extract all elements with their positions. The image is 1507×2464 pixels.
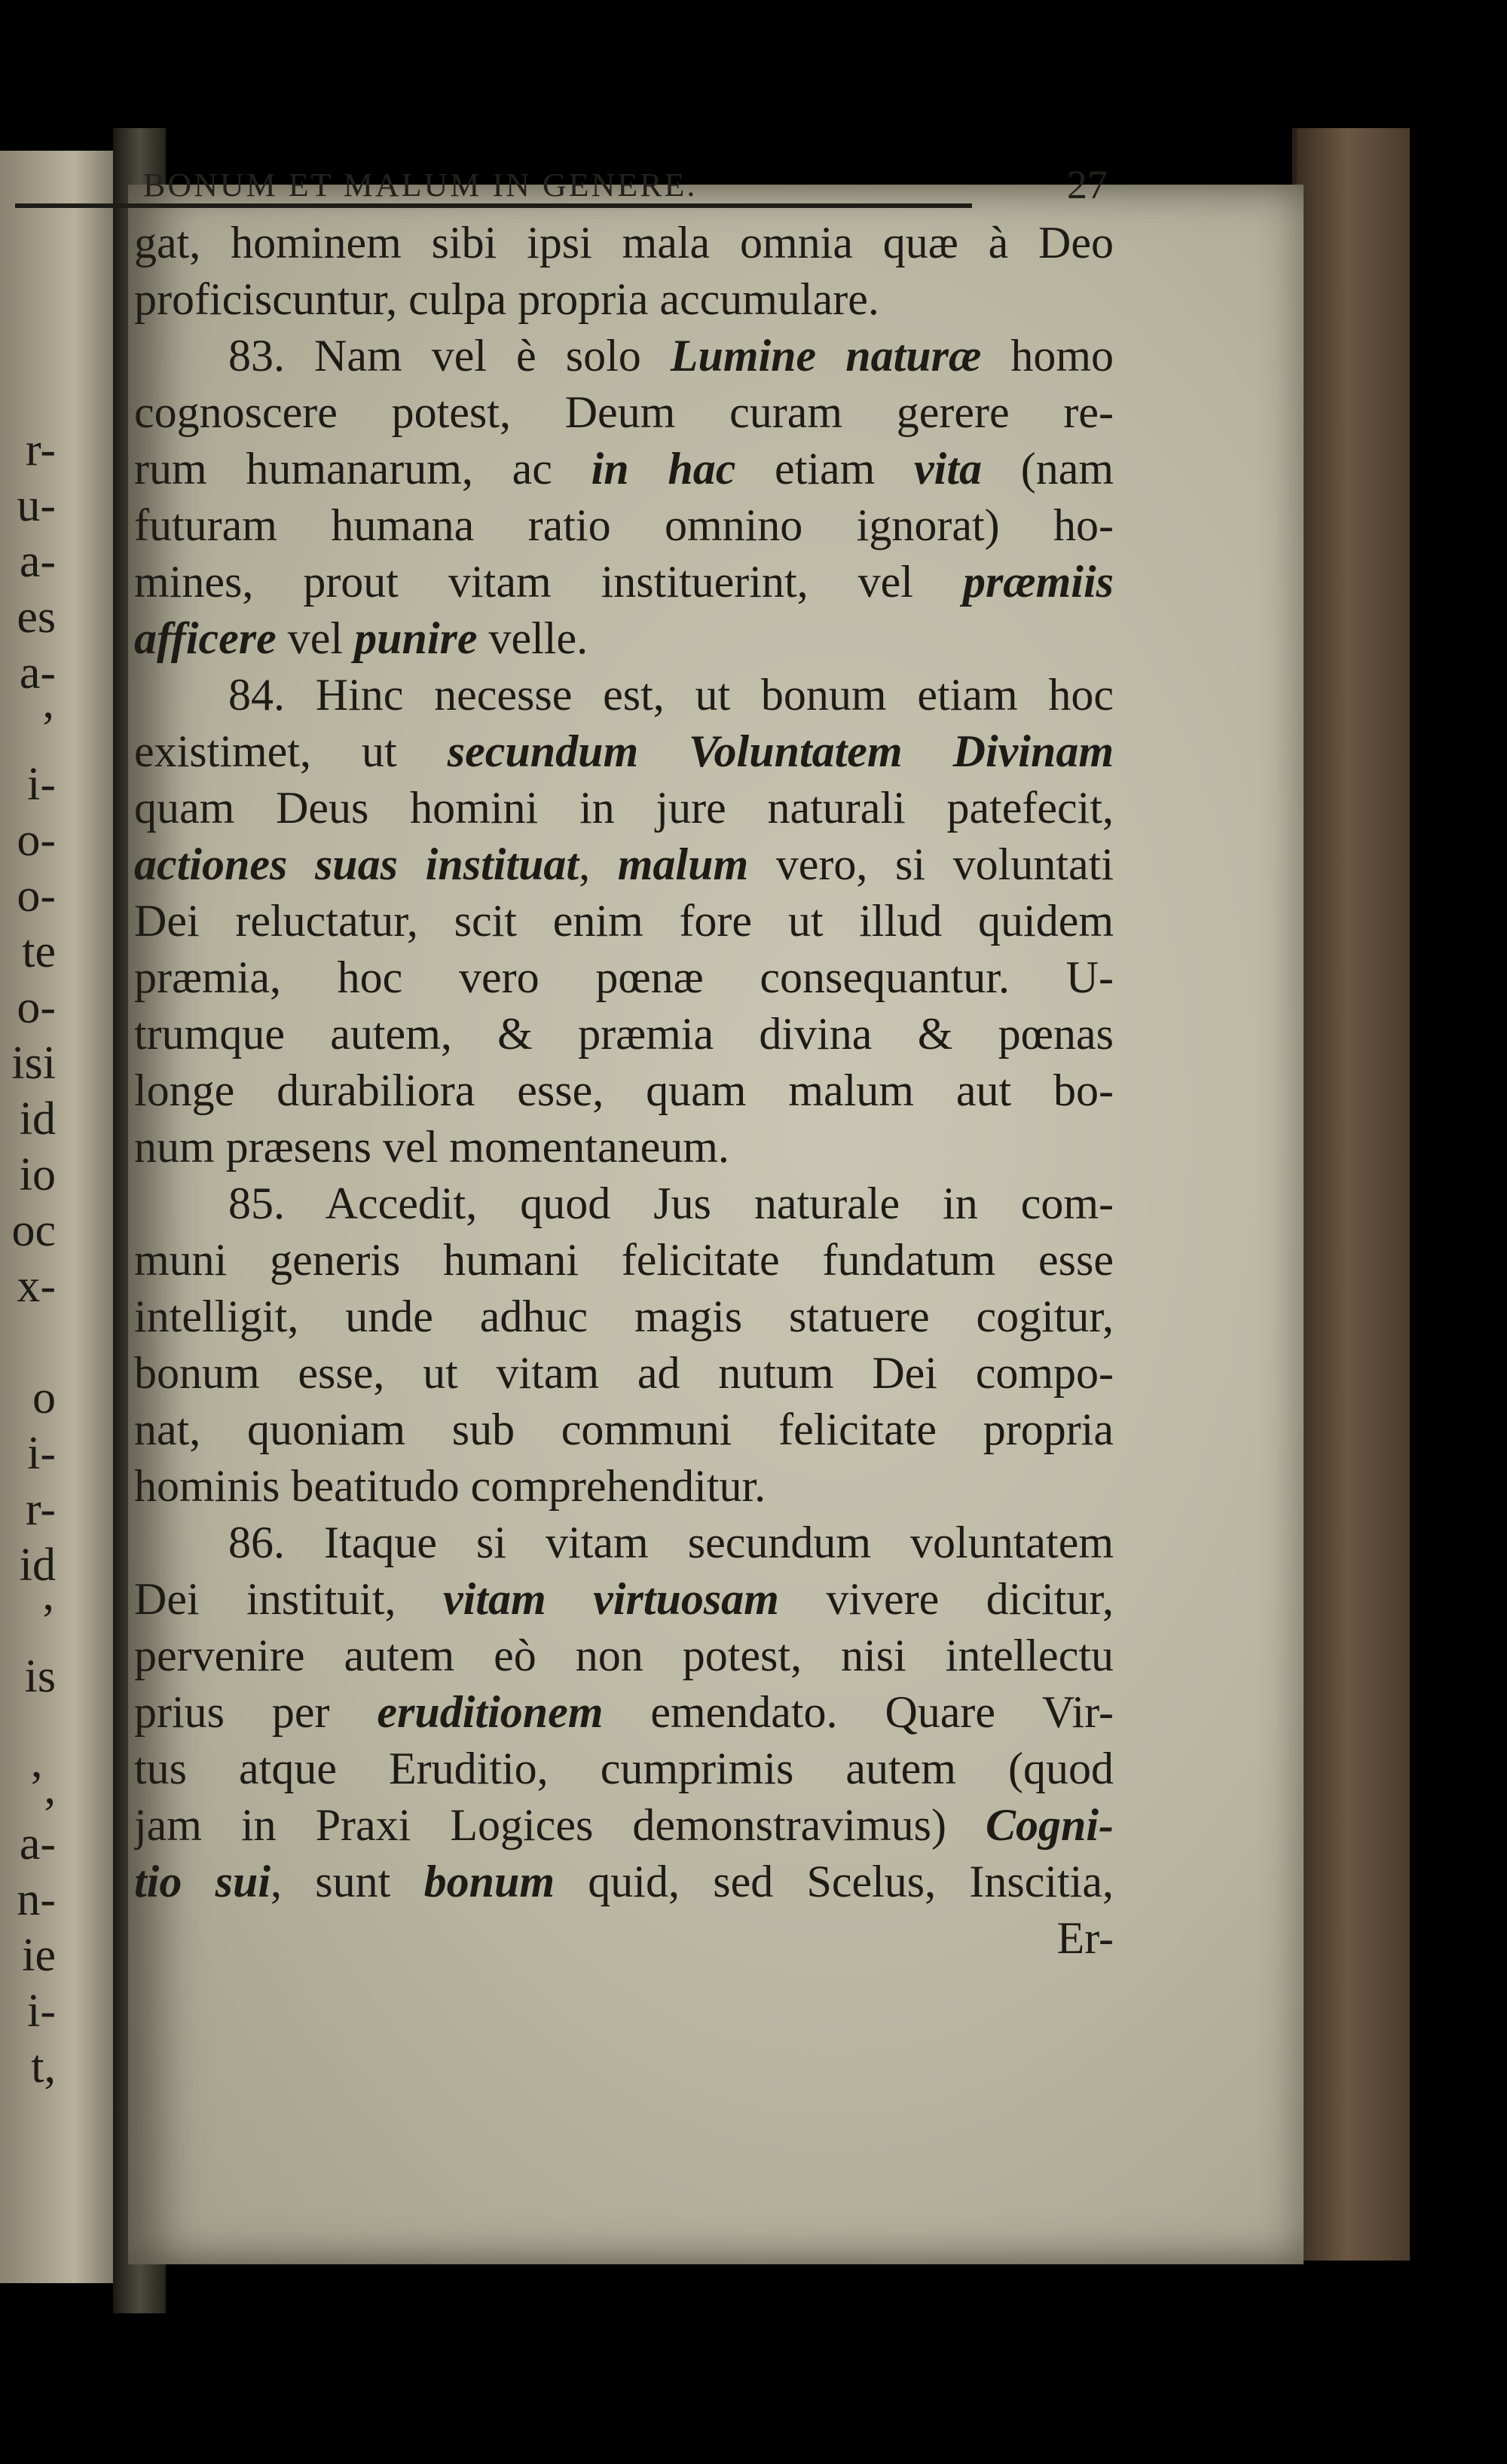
text-run: prius per (134, 1687, 378, 1737)
text-line (134, 328, 1114, 384)
text-run: 83. Nam vel è solo (228, 331, 671, 381)
left-margin-fragment: is (24, 1651, 56, 1702)
left-margin-fragment: ’ (40, 1595, 56, 1646)
text-run: , (579, 839, 618, 889)
text-run: velle. (477, 613, 588, 663)
italic-text: tio sui (134, 1857, 271, 1906)
left-margin-fragment: i- (27, 759, 56, 810)
left-margin-fragment: es (17, 592, 56, 643)
text-line (134, 1062, 1114, 1119)
text-line (134, 1797, 1114, 1854)
italic-text: afficere (134, 613, 277, 663)
text-line (134, 836, 1114, 893)
text-run: longe durabiliora esse, quam malum aut bo- (134, 1065, 1114, 1115)
left-margin-fragment (0, 1314, 56, 1370)
text-run: jam in Praxi Logices demonstravimus) (134, 1800, 986, 1850)
text-run: præmia, hoc vero pœnæ consequantur. U- (134, 952, 1114, 1002)
text-line (134, 667, 1114, 723)
italic-text: actiones suas instituat (134, 839, 579, 889)
left-margin-fragment: o- (17, 982, 56, 1033)
text-run: 85. Accedit, quod Jus naturale in com- (228, 1179, 1114, 1228)
text-line (134, 1684, 1114, 1741)
text-run: mines, prout vitam instituerint, vel (134, 557, 963, 607)
text-line (134, 1402, 1114, 1458)
text-run: existimet, ut (134, 726, 448, 776)
text-line (134, 1515, 1114, 1571)
text-run: bonum esse, ut vitam ad nutum Dei compo- (134, 1348, 1114, 1398)
text-run: (nam (982, 444, 1114, 494)
italic-text: bonum (423, 1857, 555, 1906)
running-head (143, 162, 1108, 219)
left-margin-fragment: a- (19, 1818, 56, 1869)
italic-text: punire (354, 613, 478, 663)
left-margin-fragment: t, (31, 2041, 56, 2093)
text-run: proficiscuntur, culpa propria accumulare. (134, 274, 879, 324)
left-margin-fragment: r- (25, 1484, 56, 1535)
running-head-title: BONUM ET MALUM IN GENERE. (143, 167, 698, 203)
text-run: Dei instituit, (134, 1574, 443, 1624)
left-margin-fragment: o- (17, 870, 56, 922)
text-run: gat, hominem sibi ipsi mala omnia quæ à Deo (134, 218, 1114, 267)
left-margin-fragment: u- (17, 480, 56, 531)
text-line (134, 554, 1114, 610)
left-margin-fragment: a- (19, 647, 56, 699)
text-line (134, 215, 1114, 271)
text-run: vel (276, 613, 355, 663)
text-run: trumque autem, & præmia divina & pœnas (134, 1009, 1114, 1059)
text-line (134, 271, 1114, 328)
text-run: emendato. Quare Vir- (603, 1687, 1114, 1737)
text-line (134, 384, 1114, 441)
text-run: , sunt (271, 1857, 424, 1906)
left-margin-fragment: oc (11, 1205, 56, 1256)
text-line (134, 1628, 1114, 1684)
text-line (134, 1175, 1114, 1232)
text-run: etiam (735, 444, 915, 494)
left-margin-fragment: isi (11, 1038, 56, 1089)
left-margin-fragment: n- (17, 1874, 56, 1925)
italic-text: Cogni- (985, 1800, 1114, 1850)
left-margin-fragment: o (32, 1372, 56, 1423)
left-margin-fragment: id (19, 1539, 56, 1591)
text-line (134, 1345, 1114, 1402)
left-margin-fragment: i- (27, 1428, 56, 1479)
text-run: vivere dicitur, (778, 1574, 1114, 1624)
left-margin-fragment: r- (25, 424, 56, 475)
text-run: intelligit, unde adhuc magis statuere cogitur, (134, 1292, 1114, 1341)
text-line (134, 1232, 1114, 1289)
left-margin-fragment: io (19, 1149, 56, 1200)
italic-text: præmiis (962, 557, 1114, 607)
text-run: muni generis humani felicitate fundatum esse (134, 1235, 1114, 1285)
left-margin-fragment: ie (22, 1930, 56, 1981)
text-run: rum humanarum, ac (134, 444, 591, 494)
text-run: cognoscere potest, Deum curam gerere re- (134, 387, 1114, 437)
text-run: Dei reluctatur, scit enim fore ut illud quidem (134, 896, 1114, 946)
left-margin-fragment: x- (17, 1261, 56, 1312)
italic-text: vita (914, 444, 983, 494)
text-run: 86. Itaque si vitam secundum voluntatem (228, 1518, 1114, 1567)
text-run: quid, sed Scelus, Inscitia, (555, 1857, 1114, 1906)
text-run: futuram humana ratio omnino ignorat) ho- (134, 500, 1114, 550)
text-line (134, 1289, 1114, 1345)
text-line (134, 893, 1114, 949)
text-line (134, 1910, 1114, 1967)
text-line (134, 1006, 1114, 1062)
italic-text: vitam virtuosam (443, 1574, 779, 1624)
text-line (134, 610, 1114, 667)
text-run: homo (981, 331, 1114, 381)
text-line (134, 1119, 1114, 1175)
left-margin-fragment: a- (19, 536, 56, 587)
left-margin-fragment: o- (17, 815, 56, 866)
left-page-margin-text (0, 422, 60, 2095)
text-run: tus atque Eruditio, cumprimis autem (quod (134, 1744, 1114, 1793)
text-run: pervenire autem eò non potest, nisi intellectu (134, 1631, 1114, 1680)
header-rule (15, 203, 972, 208)
italic-text: malum (617, 839, 749, 889)
body-text (134, 215, 1114, 1967)
text-line (134, 497, 1114, 554)
text-line (134, 1571, 1114, 1628)
italic-text: secundum Voluntatem Divinam (447, 726, 1114, 776)
italic-text: Lumine naturæ (670, 331, 982, 381)
text-line (134, 1741, 1114, 1797)
italic-text: eruditionem (377, 1687, 604, 1737)
page-number: 27 (1067, 162, 1108, 207)
italic-text: in hac (591, 444, 736, 494)
text-run: quam Deus homini in jure naturali patefecit, (134, 783, 1114, 833)
book-cover-edge (1292, 128, 1410, 2261)
left-margin-fragment: id (19, 1093, 56, 1145)
text-line (134, 1854, 1114, 1910)
text-line (134, 441, 1114, 497)
text-run: Er- (1056, 1913, 1114, 1963)
left-margin-fragment: te (22, 926, 56, 977)
text-line (134, 1458, 1114, 1515)
text-run: num præsens vel momentaneum. (134, 1122, 729, 1172)
text-run: nat, quoniam sub communi felicitate propria (134, 1405, 1114, 1454)
text-run: 84. Hinc necesse est, ut bonum etiam hoc (228, 670, 1114, 720)
left-margin-fragment: ’, (28, 1762, 56, 1814)
text-run: vero, si voluntati (748, 839, 1114, 889)
left-margin-fragment: i- (27, 1986, 56, 2037)
text-run: hominis beatitudo comprehenditur. (134, 1461, 766, 1511)
left-margin-fragment: ’ (40, 703, 56, 754)
left-margin-fragment (0, 1704, 56, 1760)
text-line (134, 723, 1114, 780)
text-line (134, 949, 1114, 1006)
text-line (134, 780, 1114, 836)
